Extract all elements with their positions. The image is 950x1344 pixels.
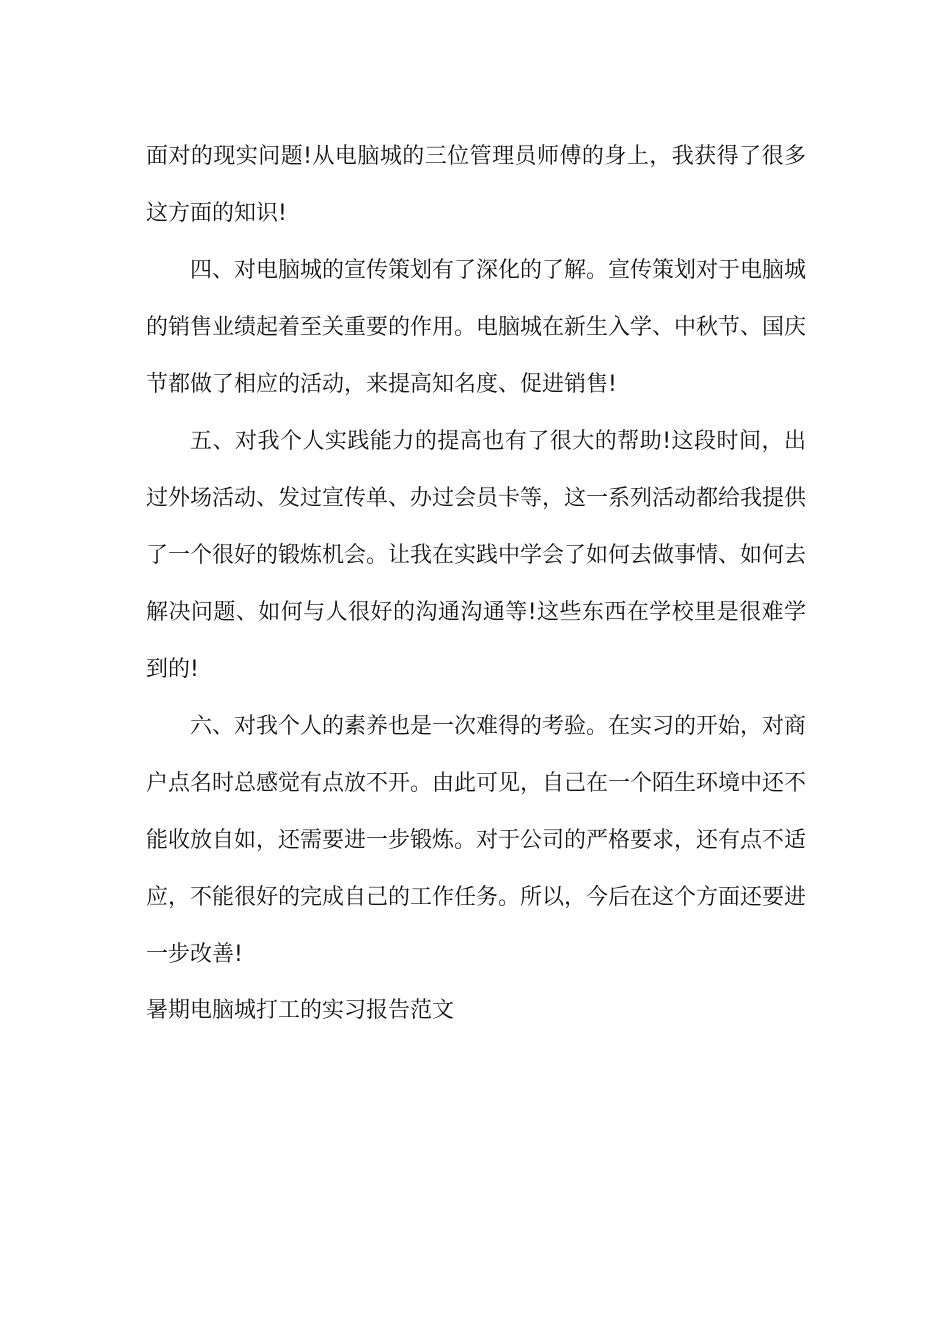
document-body bbox=[146, 128, 806, 1039]
paragraph-section-four: 四、对电脑城的宣传策划有了深化的了解。宣传策划对于电脑城的销售业绩起着至关重要的作用。电脑城在新生入学、中秋节、国庆节都做了相应的活动，来提高知名度、促进销售! bbox=[146, 258, 807, 397]
paragraph-section-five: 五、对我个人实践能力的提高也有了很大的帮助!这段时间，出过外场活动、发过宣传单、办过会员卡等，这一系列活动都给我提供了一个很好的锻炼机会。让我在实践中学会了如何去做事情、如何去解决问题、如何与人很好的沟通沟通等!这些东西在学校里是很难学到的! bbox=[146, 429, 807, 682]
paragraph-continuation: 面对的现实问题!从电脑城的三位管理员师傅的身上，我获得了很多这方面的知识! bbox=[146, 144, 806, 226]
paragraph-section-six: 六、对我个人的素养也是一次难得的考验。在实习的开始，对商户点名时总感觉有点放不开。由此可见，自己在一个陌生环境中还不能收放自如，还需要进一步锻炼。对于公司的严格要求，还有点不适应，不能很好的完成自己的工作任务。所以，今后在这个方面还要进一步改善! bbox=[146, 714, 807, 967]
next-article-title: 暑期电脑城打工的实习报告范文 bbox=[146, 998, 455, 1023]
